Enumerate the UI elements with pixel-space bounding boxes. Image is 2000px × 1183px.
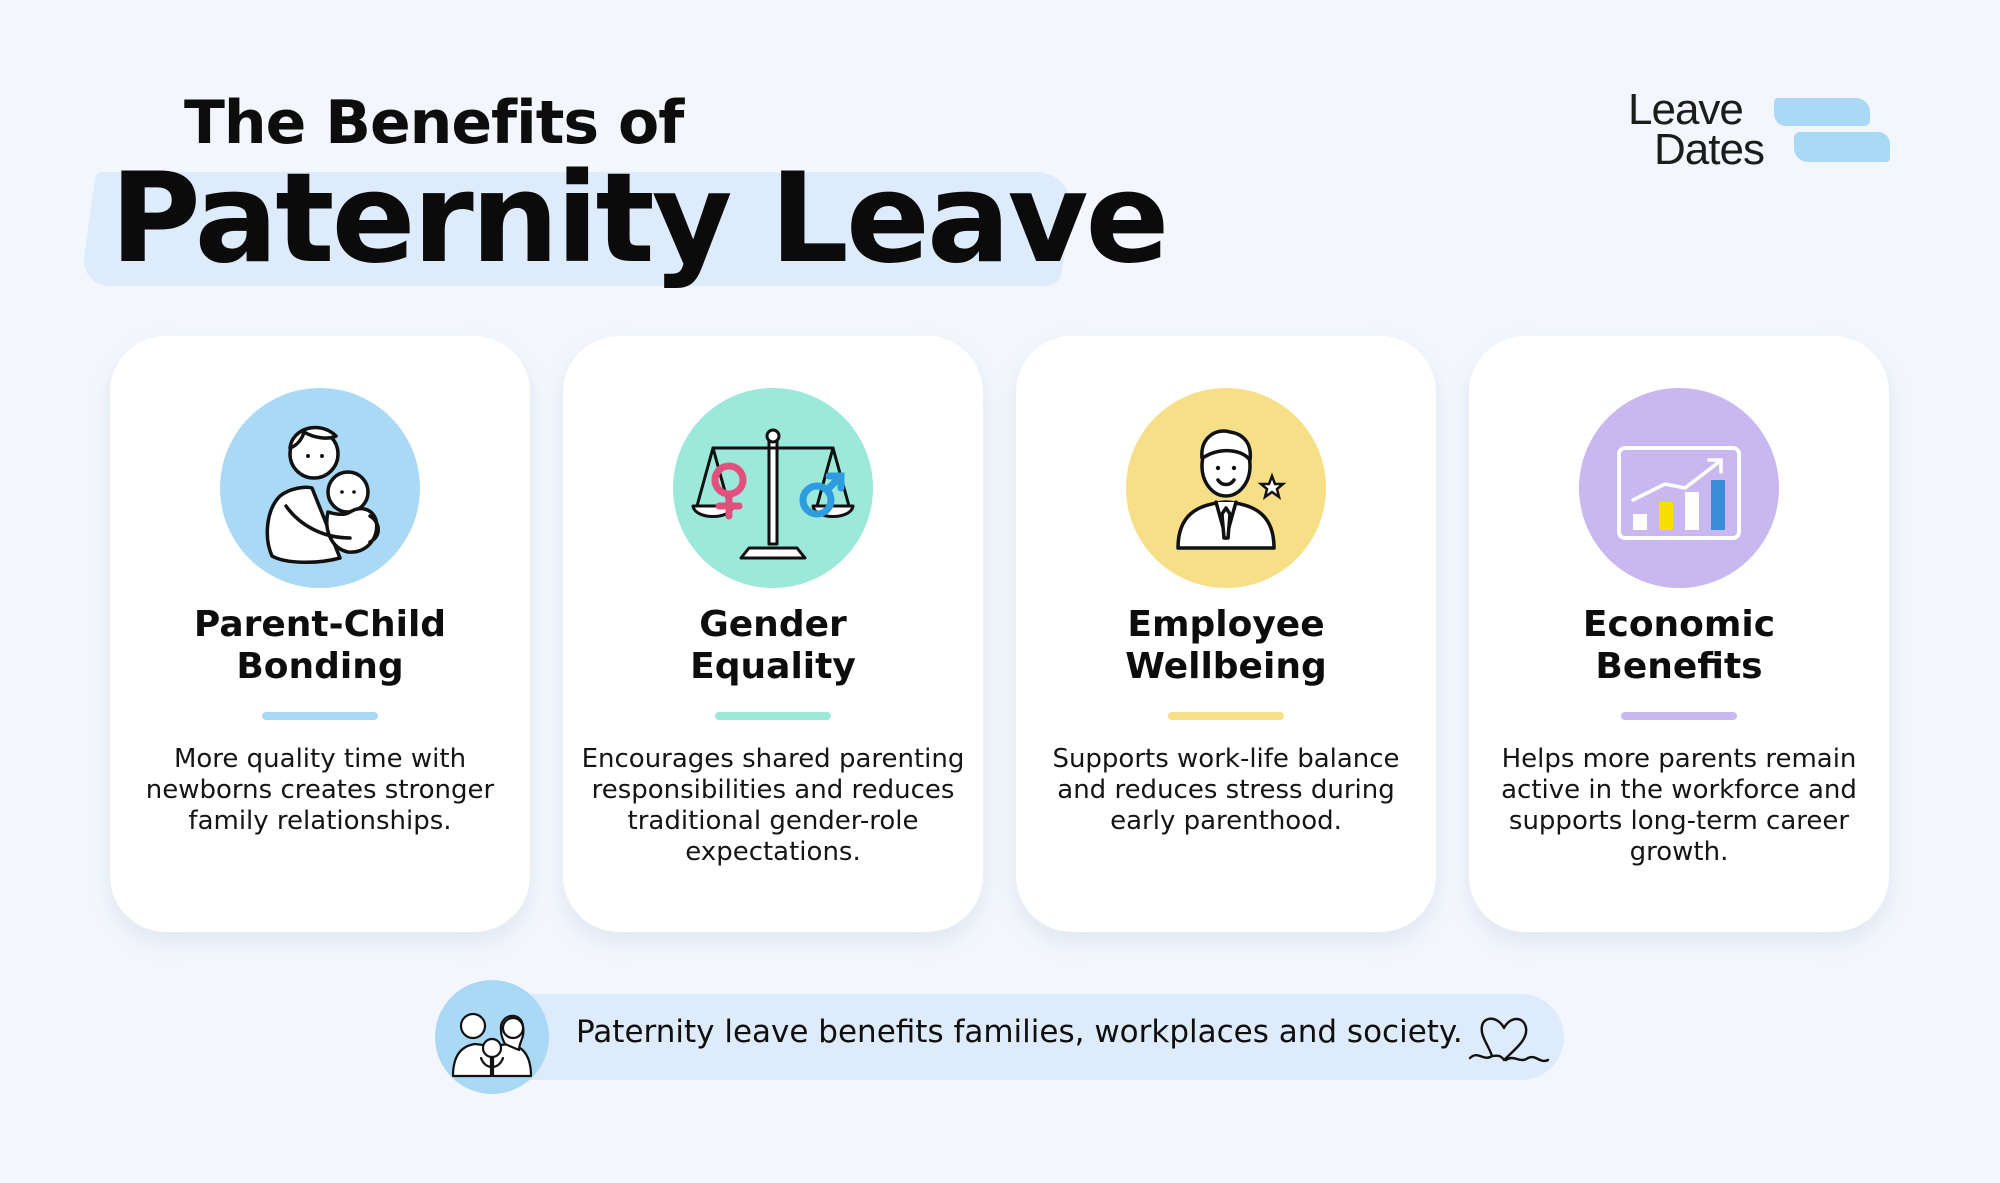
- card-title-line1: Economic: [1582, 604, 1776, 645]
- balance-scale-gender-icon: [673, 388, 873, 588]
- smiling-employee-icon: [1126, 388, 1326, 588]
- card-title-line2: Wellbeing: [1125, 646, 1327, 687]
- card-accent-bar: [262, 712, 378, 720]
- card-title-line2: Equality: [690, 646, 856, 687]
- card-title-line2: Benefits: [1595, 646, 1763, 687]
- logo-text-line2: Dates: [1654, 125, 1764, 174]
- card-title: [1016, 604, 1436, 688]
- benefit-card-gender-equality: [563, 336, 983, 932]
- card-description: Helps more parents remain active in the workforce and supports long-term career growth.: [1501, 744, 1857, 867]
- card-accent-bar: [1621, 712, 1737, 720]
- card-title-line1: Parent-Child: [193, 604, 447, 645]
- card-description: Supports work-life balance and reduces stress during early parenthood.: [1052, 744, 1400, 836]
- father-hugging-baby-icon: [220, 388, 420, 588]
- logo-brush-top: [1774, 98, 1870, 126]
- card-title: [110, 604, 530, 688]
- benefit-card-economic-benefits: [1469, 336, 1889, 932]
- growth-chart-icon: [1579, 388, 1779, 588]
- card-description: More quality time with newborns creates stronger family relationships.: [145, 744, 495, 836]
- card-title: [563, 604, 983, 688]
- footer-message: Paternity leave benefits families, workplaces and society.: [576, 1014, 1463, 1050]
- page-title-line1: The Benefits of: [184, 88, 684, 158]
- page-title-line2: Paternity Leave: [110, 147, 1167, 291]
- card-title: [1469, 604, 1889, 688]
- card-title-line1: Gender: [699, 604, 847, 645]
- card-accent-bar: [715, 712, 831, 720]
- logo-brush-bottom: [1794, 132, 1890, 162]
- card-description: Encourages shared parenting responsibilities and reduces traditional gender-role expectations.: [581, 744, 965, 867]
- card-accent-bar: [1168, 712, 1284, 720]
- benefit-cards: [110, 336, 1890, 934]
- logo-text-line1: Leave: [1628, 85, 1743, 134]
- benefit-card-parent-child-bonding: [110, 336, 530, 932]
- leavedates-logo[interactable]: [1628, 86, 1888, 176]
- card-title-line1: Employee: [1127, 604, 1325, 645]
- card-title-line2: Bonding: [236, 646, 404, 687]
- benefit-card-employee-wellbeing: [1016, 336, 1436, 932]
- family-icon: [435, 980, 549, 1094]
- heart-icon: [1466, 1010, 1552, 1070]
